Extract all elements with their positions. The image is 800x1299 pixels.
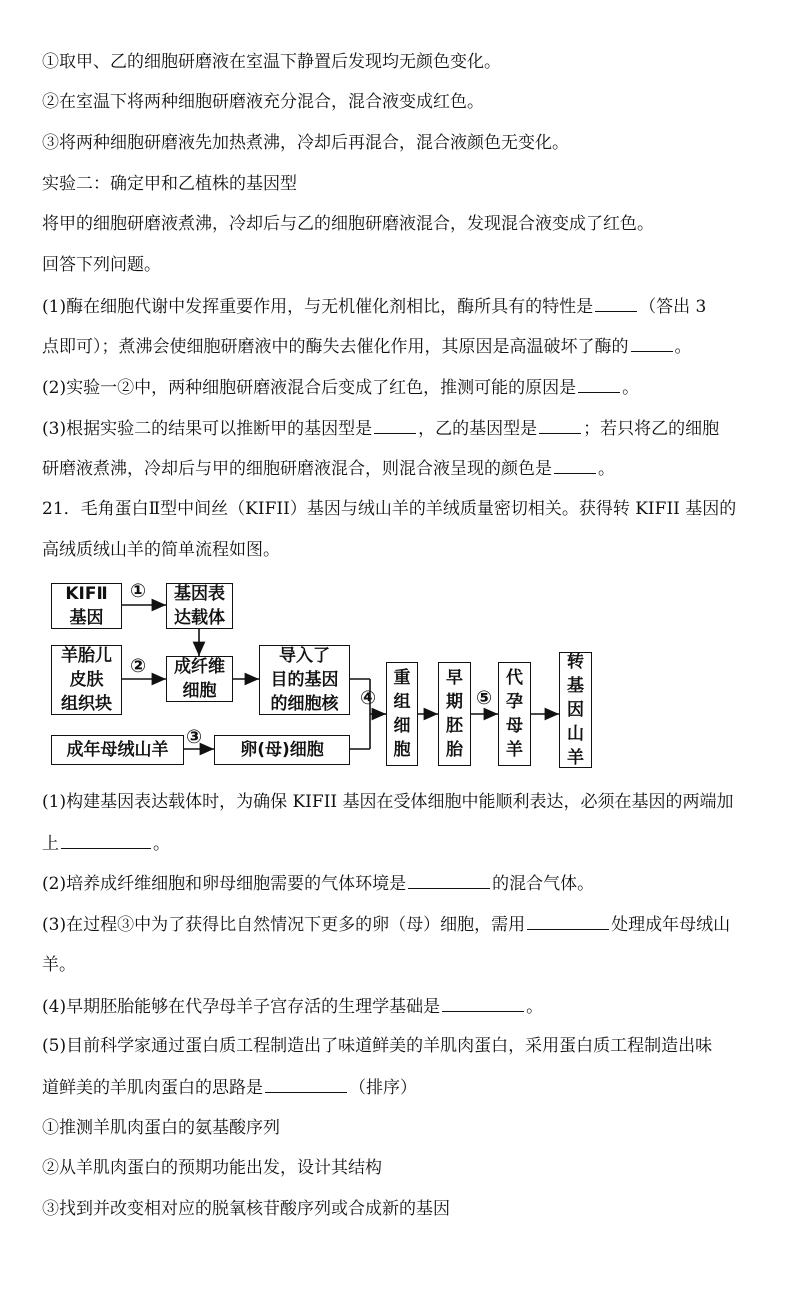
sub-question-3-tail: 处理成年母绒山 — [611, 915, 731, 935]
answer-blank[interactable] — [61, 831, 151, 849]
step-4-label: ④ — [360, 687, 377, 709]
box-line: 代 — [506, 668, 523, 688]
box-line: 的细胞核 — [270, 694, 339, 714]
box-line: 胎 — [446, 740, 463, 760]
answer-blank[interactable] — [265, 1075, 347, 1093]
punct: 。 — [598, 459, 615, 479]
box-line: KIFⅡ — [65, 584, 108, 604]
sub-question-2-tail: 的混合气体。 — [492, 874, 595, 894]
option-2: ②从羊肌肉蛋白的预期功能出发，设计其结构 — [42, 1158, 382, 1178]
sub-question-1-line-2 — [42, 831, 170, 856]
step-3-label: ③ — [186, 726, 203, 748]
sub-question-4 — [42, 994, 543, 1019]
step-5-label: ⑤ — [476, 687, 493, 709]
question-1-text-2: 点即可）；煮沸会使细胞研磨液中的酶失去催化作用，其原因是高温破坏了酶的 — [42, 337, 629, 357]
recombined-cell-box — [386, 662, 418, 766]
box-line: 细 — [393, 716, 411, 736]
sub-question-3-text: (3)在过程③中为了获得比自然情况下更多的卵（母）细胞，需用 — [42, 915, 526, 935]
transgenic-goat-box — [559, 652, 592, 768]
experiment-two-heading: 实验二：确定甲和乙植株的基因型 — [42, 174, 297, 194]
sub-question-5-tail: （排序） — [349, 1078, 417, 1098]
punct: 。 — [674, 337, 692, 357]
question-1-text: (1)酶在细胞代谢中发挥重要作用，与无机催化剂相比，酶所具有的特性是 — [42, 297, 594, 317]
box-line: 期 — [446, 692, 463, 712]
step-1-label: ① — [130, 580, 147, 602]
oocyte-box — [214, 735, 350, 765]
nucleus-box — [259, 645, 350, 715]
answer-blank[interactable] — [527, 912, 609, 930]
fibroblast-box — [166, 656, 233, 702]
box-line: 重 — [393, 668, 411, 688]
punct: 。 — [622, 378, 640, 398]
box-line: 早 — [446, 668, 463, 688]
box-line: 成纤维 — [174, 657, 225, 677]
box-line: 羊 — [567, 748, 584, 768]
step-2-label: ② — [130, 655, 147, 677]
sub-question-5-line-2 — [42, 1075, 417, 1100]
early-embryo-box — [438, 662, 471, 766]
sub-question-2 — [42, 871, 594, 896]
box-line: 目的基因 — [270, 670, 339, 690]
experiment-step-1: ①取甲、乙的细胞研磨液在室温下静置后发现均无颜色变化。 — [42, 52, 501, 72]
box-line: 达载体 — [174, 608, 225, 628]
question-3-tail: ；若只将乙的细胞 — [583, 419, 720, 439]
fetal-skin-box — [51, 645, 122, 715]
sub-question-5-text: 道鲜美的羊肌肉蛋白的思路是 — [42, 1078, 263, 1098]
adult-goat-box — [51, 735, 184, 765]
box-line: 基因 — [69, 608, 104, 628]
punct: 。 — [526, 997, 544, 1017]
experiment-step-3: ③将两种细胞研磨液先加热煮沸，冷却后再混合，混合液颜色无变化。 — [42, 133, 569, 153]
box-line: 组 — [393, 692, 411, 712]
box-line: 导入了 — [279, 646, 330, 666]
box-line: 细胞 — [182, 681, 217, 701]
box-line: 母 — [506, 716, 523, 736]
box-line: 因 — [567, 700, 584, 720]
question-3-text-2: 研磨液煮沸，冷却后与甲的细胞研磨液混合，则混合液呈现的颜色是 — [42, 459, 552, 479]
box-line: 孕 — [506, 692, 523, 712]
expression-vector-box — [166, 583, 233, 629]
option-3: ③找到并改变相对应的脱氧核苷酸序列或合成新的基因 — [42, 1199, 450, 1219]
question-3-mid: ，乙的基因型是 — [418, 419, 538, 439]
box-line: 羊 — [506, 740, 523, 760]
box-line: 山 — [567, 724, 584, 744]
box-line: 卵(母)细胞 — [240, 739, 324, 760]
answer-blank[interactable] — [442, 994, 524, 1012]
experiment-two-text: 将甲的细胞研磨液煮沸，冷却后与乙的细胞研磨液混合，发现混合液变成了红色。 — [42, 214, 654, 234]
sub-question-3-line-1 — [42, 912, 730, 937]
box-line: 皮肤 — [69, 670, 104, 690]
sub-question-5-line-1: (5)目前科学家通过蛋白质工程制造出了味道鲜美的羊肌肉蛋白，采用蛋白质工程制造出味 — [42, 1036, 713, 1056]
problem-21-intro: 21．毛角蛋白Ⅱ型中间丝（KIFII）基因与绒山羊的羊绒质量密切相关。获得转 KIFII 基因的 — [42, 499, 737, 519]
box-line: 组织块 — [61, 694, 112, 714]
sub-question-4-text: (4)早期胚胎能够在代孕母羊子宫存活的生理学基础是 — [42, 997, 441, 1017]
kif-gene-box — [51, 583, 122, 629]
question-1-note: （答出 3 — [639, 297, 707, 317]
box-line: 胚 — [446, 716, 463, 736]
experiment-step-2: ②在室温下将两种细胞研磨液充分混合，混合液变成红色。 — [42, 92, 484, 112]
answer-blank[interactable] — [408, 871, 490, 889]
surrogate-goat-box — [498, 662, 531, 766]
box-line: 基 — [567, 676, 584, 696]
box-line: 转 — [567, 652, 584, 672]
box-line: 成年母绒山羊 — [66, 739, 169, 760]
problem-21-intro-2: 高绒质绒山羊的简单流程如图。 — [42, 540, 280, 560]
punct: 。 — [153, 834, 170, 854]
question-3-text: (3)根据实验二的结果可以推断甲的基因型是 — [42, 419, 373, 439]
answer-prompt: 回答下列问题。 — [42, 255, 161, 275]
sub-question-2-text: (2)培养成纤维细胞和卵母细胞需要的气体环境是 — [42, 874, 407, 894]
box-line: 基因表 — [174, 584, 225, 604]
sub-question-1-line-1: (1)构建基因表达载体时，为确保 KIFII 基因在受体细胞中能顺利表达，必须在基因的两端加 — [42, 792, 734, 812]
box-line: 胞 — [393, 740, 411, 760]
question-2-text: (2)实验一②中，两种细胞研磨液混合后变成了红色，推测可能的原因是 — [42, 378, 577, 398]
sub-question-1-text: 上 — [42, 834, 59, 854]
option-1: ①推测羊肌肉蛋白的氨基酸序列 — [42, 1118, 280, 1138]
box-line: 羊胎儿 — [61, 646, 112, 666]
sub-question-3-line-2: 羊。 — [42, 955, 76, 975]
